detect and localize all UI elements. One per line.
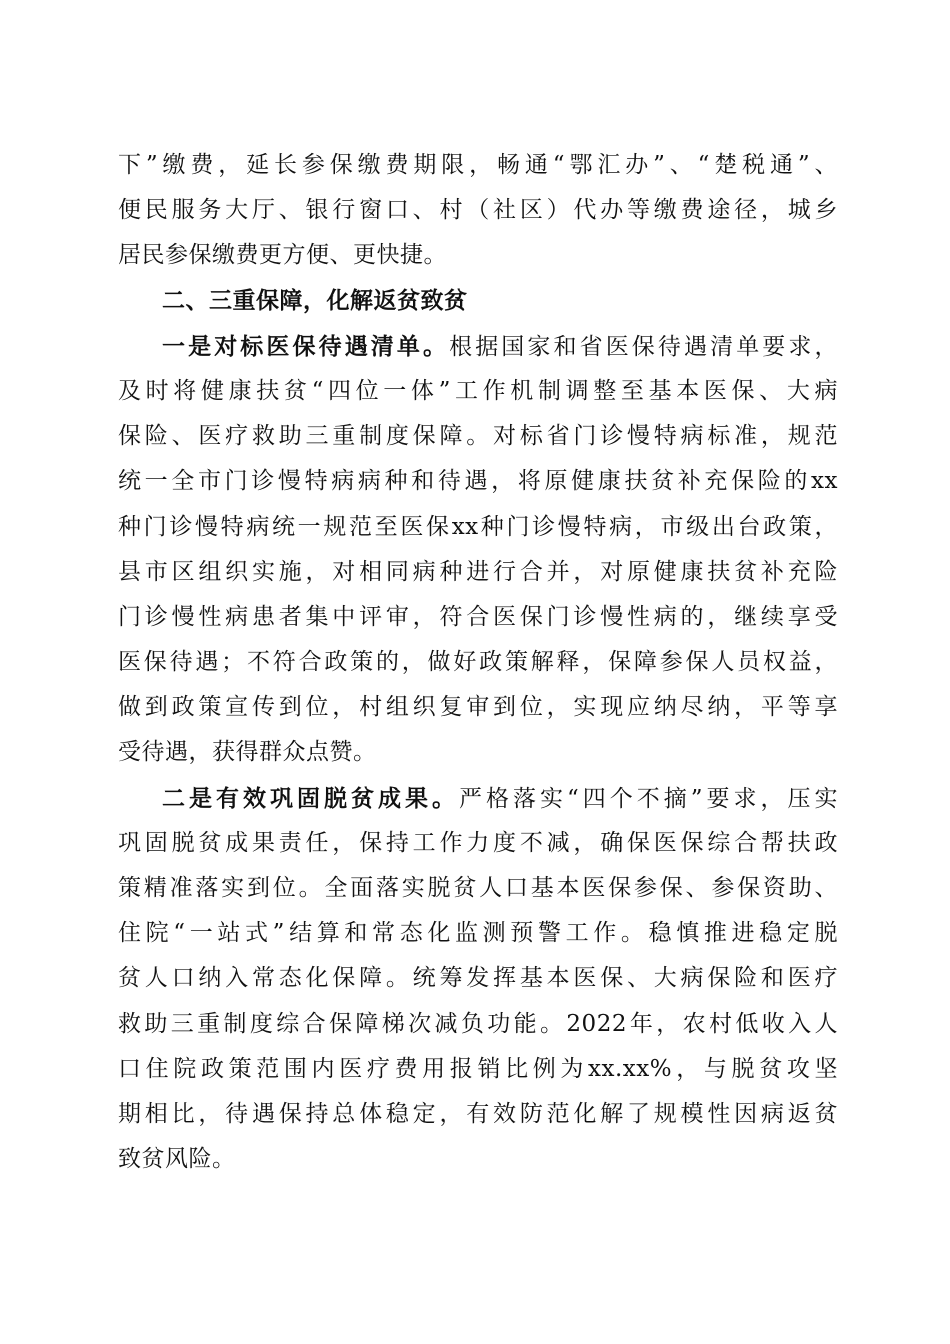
text-line: 门诊慢性病患者集中评审，符合医保门诊慢性病的，继续享受 (118, 603, 838, 630)
text-span: 根据国家和省医保待遇清单要求， (449, 333, 839, 360)
text-line: 住院“一站式”结算和常态化监测预警工作。稳慎推进稳定脱 (118, 920, 838, 947)
text-line: 种门诊慢特病统一规范至医保xx种门诊慢特病，市级出台政策， (118, 513, 838, 540)
paragraph-lead: 二是有效巩固脱贫成果。 (162, 784, 459, 812)
text-line: 救助三重制度综合保障梯次减负功能。2022年，农村低收入人 (118, 1010, 838, 1037)
paragraph-lead: 一是对标医保待遇清单。 (162, 332, 450, 360)
text-line: 口住院政策范围内医疗费用报销比例为xx.xx%，与脱贫攻坚 (118, 1055, 838, 1082)
text-line: 受待遇，获得群众点赞。 (118, 739, 377, 766)
paragraph-continued (118, 143, 838, 279)
text-line: 县市区组织实施，对相同病种进行合并，对原健康扶贫补充险 (118, 558, 838, 585)
text-line: 巩固脱贫成果责任，保持工作力度不减，确保医保综合帮扶政 (118, 829, 838, 856)
text-line: 及时将健康扶贫“四位一体”工作机制调整至基本医保、大病 (118, 377, 838, 404)
text-line: 期相比，待遇保持总体稳定，有效防范化解了规模性因病返贫 (118, 1100, 838, 1127)
text-line: 做到政策宣传到位，村组织复审到位，实现应纳尽纳，平等享 (118, 694, 838, 721)
text-line (118, 776, 838, 821)
paragraph-medical-list (118, 324, 838, 776)
text-line: 致贫风险。 (118, 1146, 236, 1173)
document-body (118, 143, 838, 1182)
text-span: 严格落实“四个不摘”要求，压实 (459, 785, 838, 812)
text-line (118, 324, 838, 369)
text-line: 便民服务大厅、银行窗口、村（社区）代办等缴费途径，城乡 (118, 197, 838, 224)
paragraph-consolidate-results (118, 776, 838, 1183)
text-line: 贫人口纳入常态化保障。统筹发挥基本医保、大病保险和医疗 (118, 965, 838, 992)
text-line: 统一全市门诊慢特病病种和待遇，将原健康扶贫补充保险的xx (118, 468, 838, 495)
section-heading: 二、三重保障，化解返贫致贫 (162, 287, 468, 314)
text-line: 下”缴费，延长参保缴费期限，畅通“鄂汇办”、“楚税通”、 (118, 152, 838, 178)
text-line: 策精准落实到位。全面落实脱贫人口基本医保参保、参保资助、 (118, 875, 838, 901)
text-line: 居民参保缴费更方便、更快捷。 (118, 242, 447, 269)
text-line: 医保待遇；不符合政策的，做好政策解释，保障参保人员权益， (118, 649, 838, 676)
text-line: 保险、医疗救助三重制度保障。对标省门诊慢特病标准，规范 (118, 423, 838, 450)
